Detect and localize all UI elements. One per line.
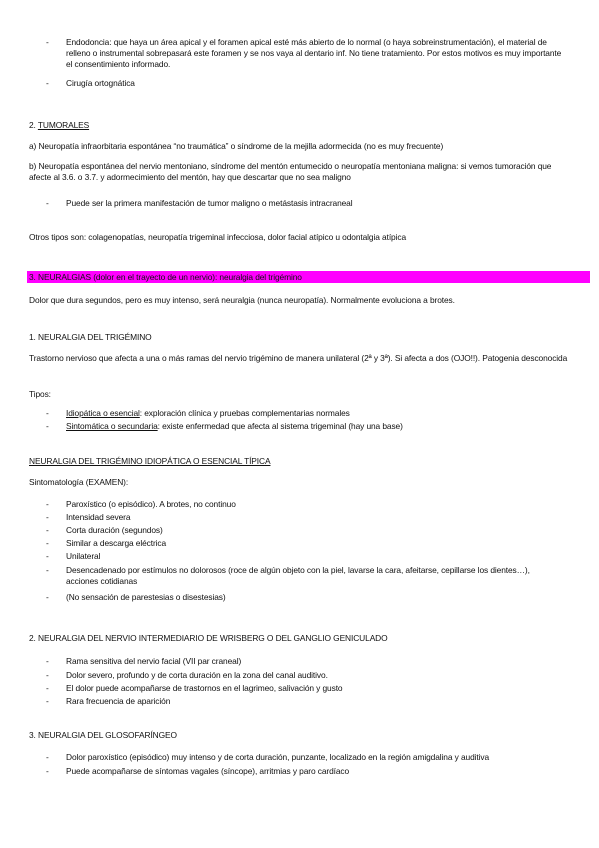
paragraph-item-a: a) Neuropatía infraorbitaria espontánea “no traumática” o síndrome de la mejilla adormecida (no es muy frecuente) [29,141,444,151]
heading-glosofaringeo: 3. NEURALGIA DEL GLOSOFARÍNGEO [29,730,177,740]
bullet-dash: - [46,551,49,561]
highlighted-heading-neuralgias: 3. NEURALGIAS (dolor en el trayecto de un nervio): neuralgia del trigémino [29,272,302,282]
section-heading-tumorales [29,120,89,131]
bullet-dash: - [46,512,49,522]
bullet-dash: - [46,37,49,47]
bullet-dash: - [46,499,49,509]
heading-wrisberg: 2. NEURALGIA DEL NERVIO INTERMEDIARIO DE WRISBERG O DEL GANGLIO GENICULADO [29,633,388,643]
list-item: El dolor puede acompañarse de trastornos en el lagrimeo, salivación y gusto [66,683,343,693]
bullet-cirugia: Cirugía ortognática [66,78,135,88]
list-item: Dolor paroxístico (episódico) muy intenso y de corta duración, punzante, localizado en la región amigdalina y auditiva [66,752,490,762]
list-item: Desencadenado por estímulos no dolorosos (roce de algún objeto con la piel, lavarse la cara, afeitarse, cepillarse los dientes…), acciones cotidianas [66,565,530,586]
term-sintomatica: Sintomática o secundaria [66,421,158,431]
bullet-tipo-sintomatica [66,421,403,432]
label-sintomatologia: Sintomatología (EXAMEN): [29,477,129,487]
heading-trigemino: 1. NEURALGIA DEL TRIGÉMINO [29,332,152,342]
bullet-dash: - [46,656,49,666]
list-item: (No sensación de parestesias o disestesias) [66,592,226,602]
section-number: 2. [29,120,36,130]
bullet-dash: - [46,696,49,706]
heading-tipica: NEURALGIA DEL TRIGÉMINO IDIOPÁTICA O ESENCIAL TÍPICA [29,456,271,466]
list-item: Puede acompañarse de síntomas vagales (síncope), arritmias y paro cardíaco [66,766,350,776]
list-item: Paroxístico (o episódico). A brotes, no continuo [66,499,236,509]
bullet-dash: - [46,408,49,418]
paragraph-neuralgias-intro: Dolor que dura segundos, pero es muy intenso, será neuralgia (nunca neuropatía). Normalmente evoluciona a brotes. [29,295,455,305]
paragraph-trigemino-desc: Trastorno nervioso que afecta a una o más ramas del nervio trigémino de manera unilateral (2ª y 3ª). Si afecta a dos (OJO!!). Patogenia desconocida [29,353,568,363]
bullet-dash: - [46,592,49,602]
list-item: Rama sensitiva del nervio facial (VII par craneal) [66,656,242,666]
bullet-tipo-idiopatica [66,408,350,419]
term-idiopatica: Idiopática o esencial [66,408,140,418]
bullet-dash: - [46,670,49,680]
bullet-dash: - [46,752,49,762]
list-item: Intensidad severa [66,512,131,522]
bullet-primera-manifestacion: Puede ser la primera manifestación de tumor maligno o metástasis intracraneal [66,198,353,208]
bullet-dash: - [46,78,49,88]
term-desc: : exploración clínica y pruebas complementarias normales [139,408,350,418]
bullet-dash: - [46,683,49,693]
bullet-dash: - [46,538,49,548]
bullet-dash: - [46,525,49,535]
bullet-dash: - [46,421,49,431]
paragraph-otros-tipos: Otros tipos son: colagenopatías, neuropatía trigeminal infecciosa, dolor facial atípico u odontalgia atípica [29,232,407,242]
list-item: Similar a descarga eléctrica [66,538,167,548]
bullet-dash: - [46,565,49,575]
paragraph-item-b: b) Neuropatía espontánea del nervio mentoniano, síndrome del mentón entumecido o neuropatía mentoniana maligna: si vemos tumoración que afecte al 3.6. o 3.7. y adormecimiento del mentón, hay que descartar que no sea maligno [29,161,552,182]
list-item: Dolor severo, profundo y de corta duración en la zona del canal auditivo. [66,670,328,680]
bullet-dash: - [46,766,49,776]
term-desc: : existe enfermedad que afecta al sistema trigeminal (hay una base) [157,421,403,431]
list-item: Rara frecuencia de aparición [66,696,171,706]
list-item: Unilateral [66,551,101,561]
bullet-dash: - [46,198,49,208]
label-tipos: Tipos: [29,389,51,399]
list-item: Corta duración (segundos) [66,525,163,535]
section-title: TUMORALES [37,120,90,130]
bullet-endodoncia: Endodoncia: que haya un área apical y el foramen apical esté más abierto de lo normal (o haya sobreinstrumentación), el material de relleno o instrumental sobrepasará este foramen y se nos vaya al dentario inf. No tiene tratamiento. Por estos motivos es muy importante el consentimiento informado. [66,37,562,69]
